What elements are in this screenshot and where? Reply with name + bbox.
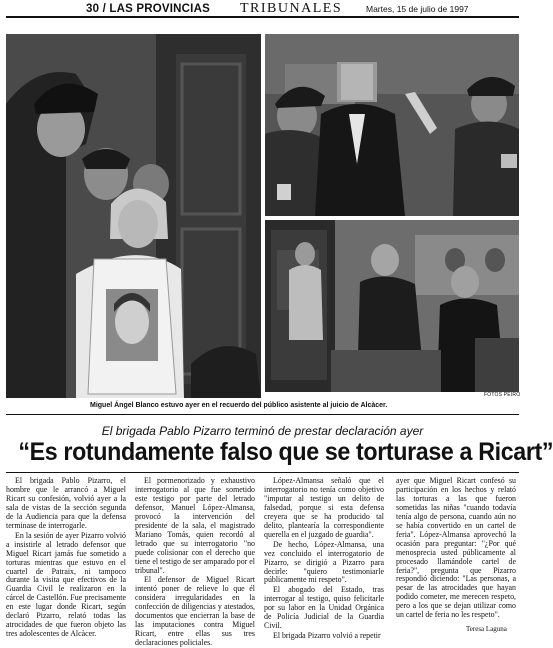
page-header [6,2,519,18]
photo-protester [6,34,261,398]
article-paragraph: De hecho, López-Almansa, una vez concluido el interrogatorio de Pizarro, se dirigió a Pizarro para decirle: "quiero testimoniarle públicamente mi respeto". [264,539,384,585]
article-byline: Teresa Laguna [466,625,507,633]
article-kicker: El brigada Pablo Pizarro terminó de prestar declaración ayer [101,424,424,438]
divider [6,472,519,473]
article-paragraph: López-Almansa señaló que el interrogatorio no tenía como objetivo "imputar al testigo un delito de falsedad, porque si esta defensa creyera que se ha producido tal delito, plantearía la correspondiente querella en el juzgado de guardia". [264,476,384,539]
photo-credit: FOTOS PEIRO [484,392,521,398]
article-column-1 [6,476,126,639]
article-paragraph: El brigada Pablo Pizarro, el hombre que le arrancó a Miguel Ricart su confesión, volvió ayer a la sala de vistas de la sección segunda de la Audiencia para que la defensa terminase de interrogarle. [6,476,126,530]
issue-date: Martes, 15 de julio de 1997 [366,4,469,14]
article-paragraph: El abogado del Estado, tras interrogar al testigo, quiso felicitarle por su labor en la Unidad Orgánica de Policía Judicial de la Guardia Civil. [264,585,384,631]
photo-courtroom [265,220,519,392]
article-paragraph: En la sesión de ayer Pizarro volvió a insistirle al letrado defensor que Miguel Ricart jamás fue sometido a torturas mientras que estuvo en el cuartel de Patraix, ni tampoco durante la visita que efectivos de la Guardia Civil le realizaron en la cárcel de Castellón. Fue precisamente en este lugar donde Ricart, según declaró Pizarro, relató todas las atrocidades de que fueron objeto las tres adolescentes de Alcàcer. [6,530,126,639]
article-paragraph: ayer que Miguel Ricart confesó su participación en los hechos y relató las torturas a las que fueron sometidas las niñas "cuando todavía tenía algo de persona, cuando aún no se había convertido en un cartel de feria". López-Almansa aprovechó la ocasión para preguntar: "¿Por qué menosprecia usted públicamente al procesado llamándole cartel de feria?", pregunta que Pizarro respondió diciendo: "Las personas, a pesar de las atrocidades que hayan podido cometer, me merecen respeto, pero a los que se dejan utilizar como un cartel de feria no les respeto". [396,476,516,620]
divider [6,414,519,415]
article-column-3 [264,476,384,641]
article-paragraph: El pormenorizado y exhaustivo interrogatorio al que fue sometido este testigo por parte del letrado defensor, Manuel López-Almansa, provocó la intervención del presidente de la sala, el magistrado Mariano Tomás, quien recordó al letrado que su interrogatorio "no puede colisionar con el derecho que tiene el testigo de ser amparado por el tribunal". [135,476,255,575]
page-section: 30 / LAS PROVINCIAS [86,3,210,15]
article-headline: “Es rotundamente falso que se torturase a Ricart” [18,438,553,466]
photo-caption: Miguel Ángel Blanco estuvo ayer en el recuerdo del público asistente al juicio de Alcàcer. [90,402,388,409]
article-column-4 [396,477,516,625]
article-paragraph: El defensor de Miguel Ricart intentó poner de relieve lo que él considera irregularidades en la confección de diligencias y atestados, documentos que encierran la base de las imputaciones contra Miguel Ricart, entre ellas sus tres declaraciones policiales. [135,575,255,648]
article-column-2 [135,476,255,648]
article-paragraph: El brigada Pizarro volvió a repetir [273,631,381,641]
section-title: TRIBUNALES [240,1,343,16]
photo-guards-escort [265,34,519,216]
